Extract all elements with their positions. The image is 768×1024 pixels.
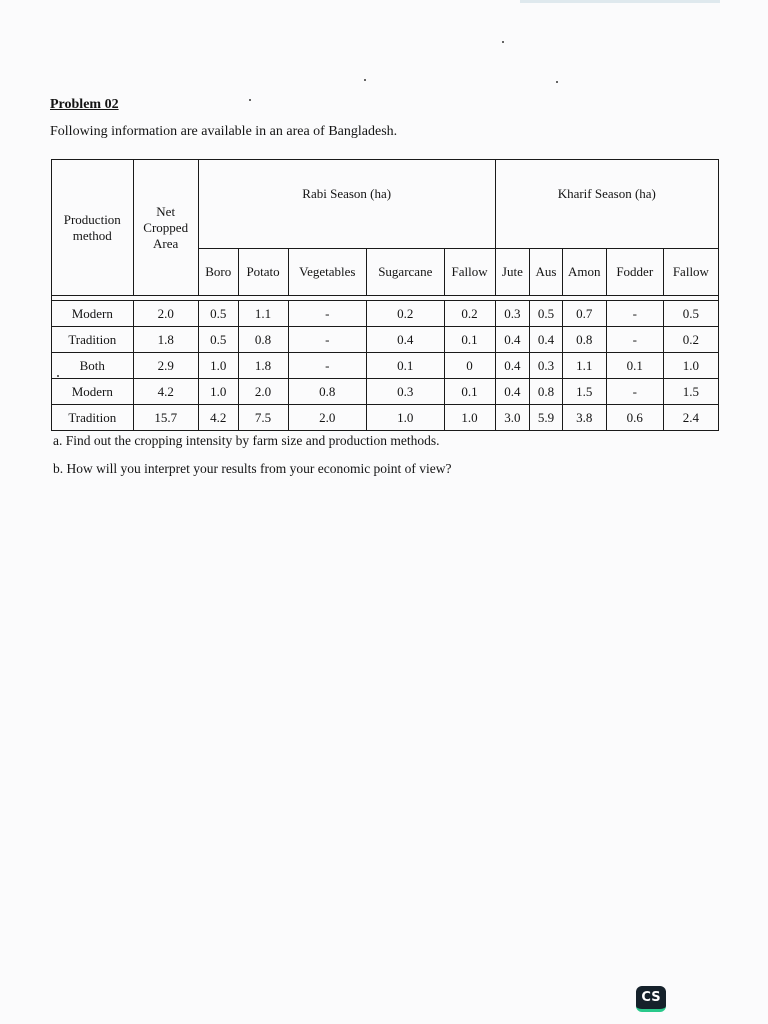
scan-edge-top (520, 0, 720, 3)
cell-rabi: 4.2 (198, 405, 238, 431)
header-rabi-fallow: Fallow (444, 249, 495, 296)
cell-net: 2.0 (133, 301, 198, 327)
cell-rabi: 1.0 (198, 379, 238, 405)
cell-kharif: 0.8 (562, 327, 606, 353)
cell-kharif: 1.1 (562, 353, 606, 379)
cell-rabi: 2.0 (288, 405, 367, 431)
intro-text: Following information are available in an area of Bangladesh. (50, 124, 398, 139)
question-b: b. How will you interpret your results from your economic point of view? (53, 461, 452, 476)
cell-rabi: 0.3 (367, 379, 444, 405)
cell-method: Tradition (52, 327, 134, 353)
cell-kharif: 3.8 (562, 405, 606, 431)
cell-kharif: 0.6 (606, 405, 663, 431)
header-potato: Potato (238, 249, 288, 296)
cell-method: Modern (52, 379, 134, 405)
cell-rabi: - (288, 353, 367, 379)
crop-table (51, 159, 719, 431)
cell-kharif: - (606, 327, 663, 353)
cell-kharif: 0.4 (530, 327, 563, 353)
cell-rabi: 2.0 (238, 379, 288, 405)
cell-rabi: 1.0 (444, 405, 495, 431)
cell-rabi: - (288, 301, 367, 327)
table-row (52, 353, 719, 379)
table-row (52, 301, 719, 327)
scan-speck (364, 79, 366, 81)
cell-rabi: 1.1 (238, 301, 288, 327)
cell-rabi: 0.5 (198, 327, 238, 353)
scan-speck (556, 81, 558, 83)
cell-kharif: 0.4 (495, 353, 530, 379)
cell-rabi: 0.1 (444, 327, 495, 353)
cell-rabi: 1.8 (238, 353, 288, 379)
cell-kharif: - (606, 379, 663, 405)
cell-net: 1.8 (133, 327, 198, 353)
scan-speck (502, 41, 504, 43)
cell-kharif: 1.5 (663, 379, 718, 405)
cell-kharif: 0.3 (495, 301, 530, 327)
cell-net: 2.9 (133, 353, 198, 379)
table-row (52, 405, 719, 431)
header-rabi-season: Rabi Season (ha) (198, 160, 495, 249)
cell-rabi: 7.5 (238, 405, 288, 431)
cell-kharif: 1.5 (562, 379, 606, 405)
table-row (52, 379, 719, 405)
cell-rabi: 0.2 (367, 301, 444, 327)
cell-method: Both (52, 353, 134, 379)
cell-kharif: 0.1 (606, 353, 663, 379)
header-jute: Jute (495, 249, 530, 296)
header-amon: Amon (562, 249, 606, 296)
cell-method: Tradition (52, 405, 134, 431)
cell-rabi: 0.1 (367, 353, 444, 379)
cell-rabi: 0 (444, 353, 495, 379)
cell-kharif: 0.5 (530, 301, 563, 327)
header-production-method: Production method (52, 160, 134, 296)
header-net-cropped-area: Net Cropped Area (133, 160, 198, 296)
cell-rabi: 0.1 (444, 379, 495, 405)
cell-kharif: 0.4 (495, 327, 530, 353)
scan-speck (249, 99, 251, 101)
cell-kharif: 0.3 (530, 353, 563, 379)
cell-rabi: 0.8 (288, 379, 367, 405)
cell-kharif: 5.9 (530, 405, 563, 431)
cell-method: Modern (52, 301, 134, 327)
header-sugarcane: Sugarcane (367, 249, 444, 296)
cell-kharif: 1.0 (663, 353, 718, 379)
header-aus: Aus (530, 249, 563, 296)
cell-kharif: 0.7 (562, 301, 606, 327)
question-a: a. Find out the cropping intensity by farm size and production methods. (53, 433, 440, 448)
cell-kharif: 0.2 (663, 327, 718, 353)
cell-rabi: 0.2 (444, 301, 495, 327)
cell-net: 15.7 (133, 405, 198, 431)
header-fodder: Fodder (606, 249, 663, 296)
cell-kharif: - (606, 301, 663, 327)
cell-rabi: 0.5 (198, 301, 238, 327)
cell-kharif: 0.5 (663, 301, 718, 327)
header-kharif-fallow: Fallow (663, 249, 718, 296)
cell-rabi: 1.0 (198, 353, 238, 379)
cell-rabi: 1.0 (367, 405, 444, 431)
cell-kharif: 3.0 (495, 405, 530, 431)
cell-net: 4.2 (133, 379, 198, 405)
cell-rabi: 0.8 (238, 327, 288, 353)
header-vegetables: Vegetables (288, 249, 367, 296)
cell-rabi: - (288, 327, 367, 353)
problem-title: Problem 02 (50, 97, 119, 112)
header-boro: Boro (198, 249, 238, 296)
cell-kharif: 0.4 (495, 379, 530, 405)
header-kharif-season: Kharif Season (ha) (495, 160, 718, 249)
cell-rabi: 0.4 (367, 327, 444, 353)
cell-kharif: 2.4 (663, 405, 718, 431)
table-row (52, 327, 719, 353)
cell-kharif: 0.8 (530, 379, 563, 405)
camscanner-logo: CS (636, 986, 666, 1012)
